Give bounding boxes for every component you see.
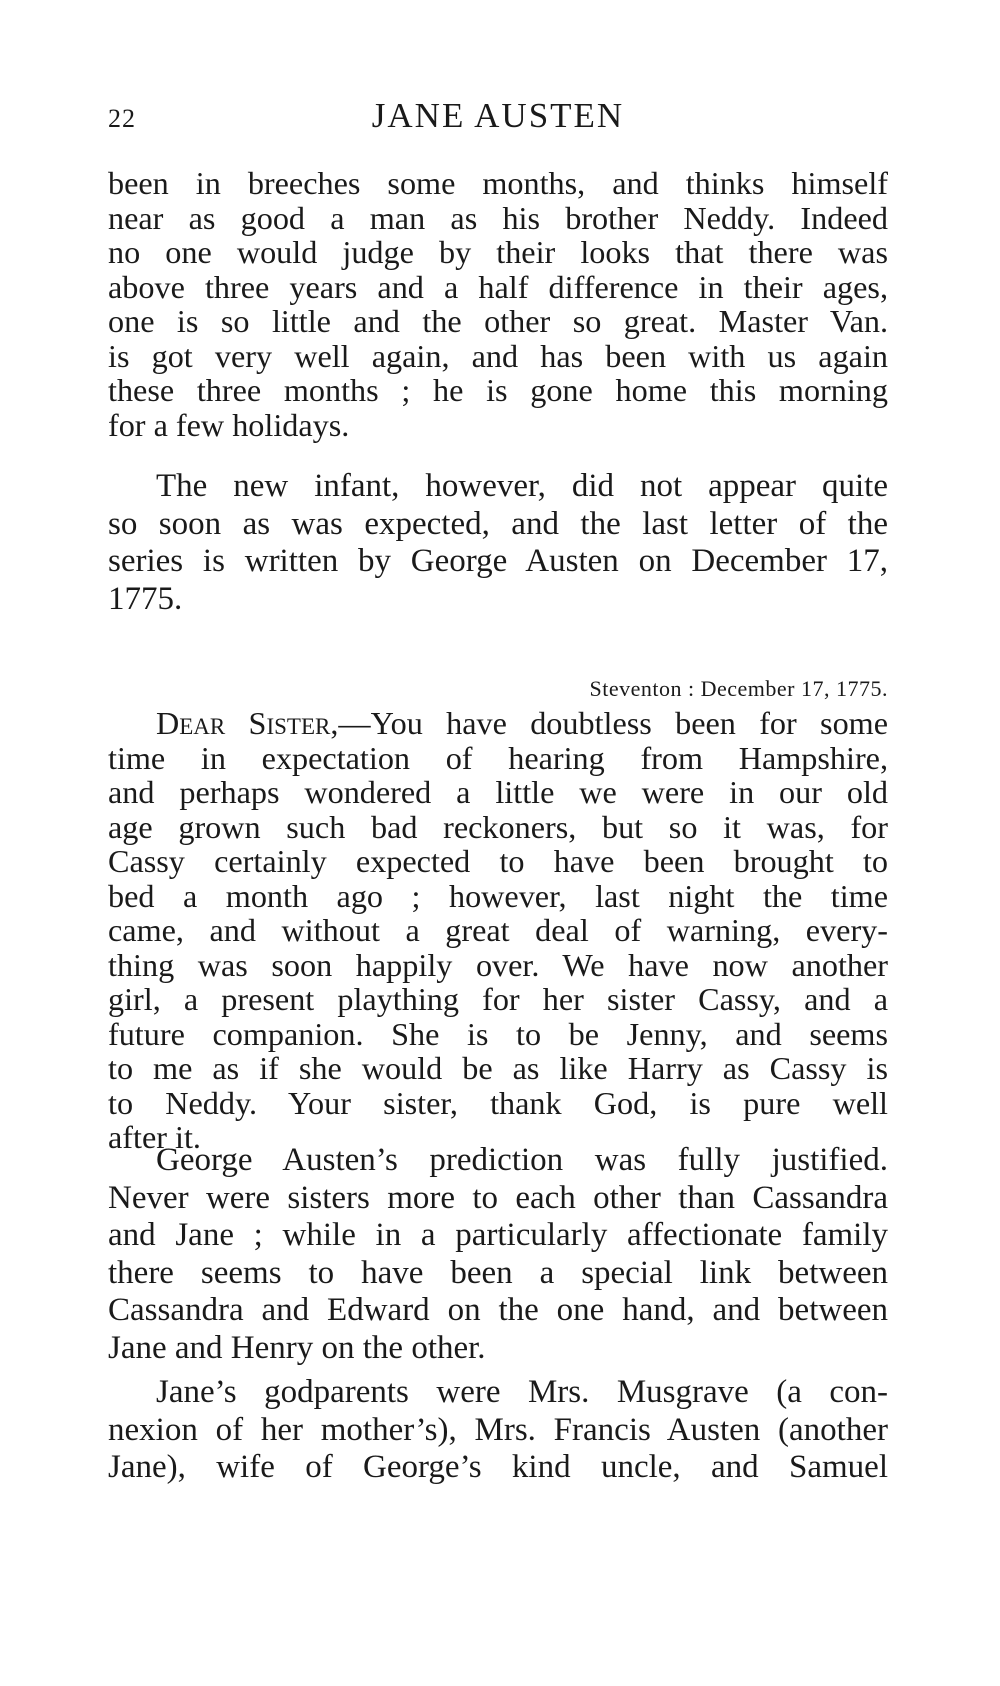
text-line: time in expectation of hearing from Hampshire, bbox=[108, 739, 888, 776]
text-line: and perhaps wondered a little we were in our old bbox=[108, 774, 888, 810]
text-line: Jane’s godparents were Mrs. Musgrave (a con- bbox=[156, 1374, 888, 1410]
text-line: there seems to have been a special link between bbox=[108, 1254, 888, 1291]
text-line: above three years and a half difference in their ages, bbox=[108, 268, 888, 305]
page-number: 22 bbox=[108, 104, 136, 133]
text-line: nexion of her mother’s), Mrs. Francis Austen (another bbox=[108, 1411, 888, 1448]
letter-dateline: Steventon : December 17, 1775. bbox=[589, 676, 888, 701]
paragraph-prediction bbox=[108, 1142, 888, 1367]
text-line: age grown such bad reckoners, but so it was, for bbox=[108, 808, 888, 845]
letter-first-line bbox=[108, 706, 888, 741]
text-line: —You have doubtless been for some bbox=[338, 705, 888, 741]
text-line: came, and without a great deal of warning, every- bbox=[108, 912, 888, 948]
running-title: JANE AUSTEN bbox=[371, 96, 625, 135]
text-line: been in breeches some months, and thinks himself bbox=[108, 165, 888, 201]
paragraph-new-infant bbox=[108, 468, 888, 618]
text-line: these three months ; he is gone home this morning bbox=[108, 372, 888, 408]
letter-body bbox=[108, 706, 888, 1155]
text-line: Cassy certainly expected to have been brought to bbox=[108, 843, 888, 879]
text-line: George Austen’s prediction was fully justified. bbox=[156, 1142, 888, 1178]
text-line: thing was soon happily over. We have now another bbox=[108, 946, 888, 983]
text-line: for a few holidays. bbox=[108, 406, 350, 443]
text-line: Jane), wife of George’s kind uncle, and Samuel bbox=[108, 1449, 888, 1485]
text-line: The new infant, however, did not appear quite bbox=[156, 468, 888, 504]
text-line: Cassandra and Edward on the one hand, and between bbox=[108, 1292, 888, 1328]
quoted-letter-excerpt bbox=[108, 166, 888, 442]
text-line: after it. bbox=[108, 1119, 201, 1155]
text-line: series is written by George Austen on December 17, bbox=[108, 543, 888, 579]
text-line: 1775. bbox=[108, 580, 183, 617]
text-line: to me as if she would be as like Harry as Cassy is bbox=[108, 1050, 888, 1086]
text-line: Jane and Henry on the other. bbox=[108, 1329, 486, 1366]
text-line: one is so little and the other so great. Master Van. bbox=[108, 303, 888, 339]
text-line: girl, a present plaything for her sister Cassy, and a bbox=[108, 981, 888, 1017]
text-line: future companion. She is to be Jenny, and seems bbox=[108, 1015, 888, 1052]
text-line: near as good a man as his brother Neddy. Indeed bbox=[108, 199, 888, 236]
text-line: and Jane ; while in a particularly affectionate family bbox=[108, 1217, 888, 1253]
page-header bbox=[108, 96, 888, 146]
text-line: to Neddy. Your sister, thank God, is pure well bbox=[108, 1084, 888, 1121]
text-line: bed a month ago ; however, last night the time bbox=[108, 877, 888, 914]
text-line: is got very well again, and has been with us again bbox=[108, 337, 888, 374]
letter-salutation: Dear Sister, bbox=[156, 705, 339, 741]
paragraph-godparents bbox=[108, 1374, 888, 1487]
text-line: Never were sisters more to each other than Cassandra bbox=[108, 1179, 888, 1216]
text-line: so soon as was expected, and the last letter of the bbox=[108, 505, 888, 542]
text-line: no one would judge by their looks that there was bbox=[108, 234, 888, 270]
